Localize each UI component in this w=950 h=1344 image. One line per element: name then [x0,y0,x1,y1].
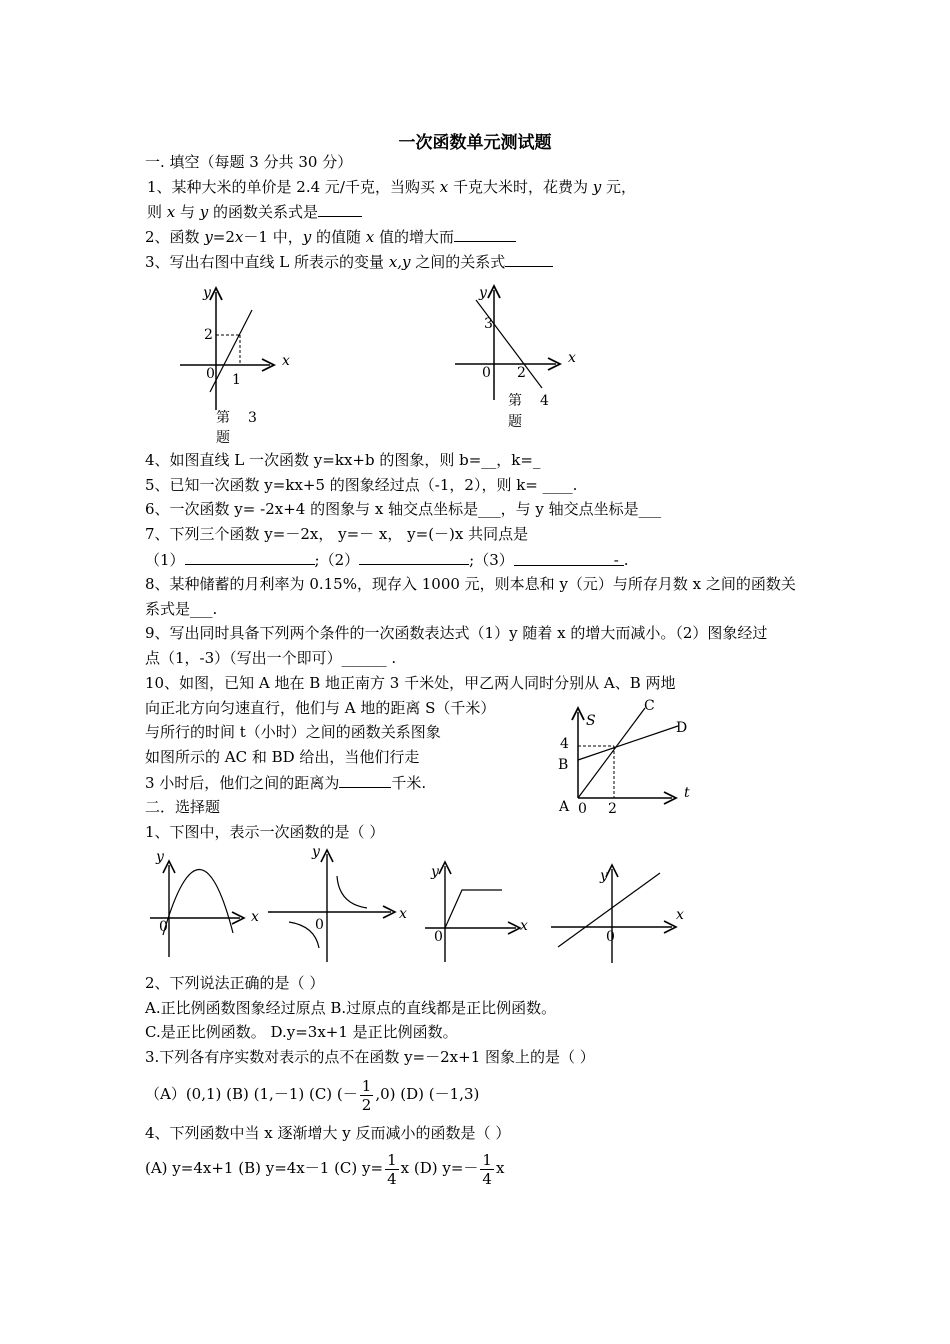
question-2: 2、函数 y=2x－1 中，y 的值随 x 值的增大而 [145,225,516,248]
answer-blank [318,200,362,217]
question-10-line-1: 10、如图，已知 A 地在 B 地正南方 3 千米处，甲乙两人同时分别从 A、B 两地 [145,674,676,692]
question-6: 6、一次函数 y= -2x+4 的图象与 x 轴交点坐标是___，与 y 轴交点坐标是___ [145,500,662,518]
y-axis-label: y [203,285,211,301]
question-10-line-2: 向正北方向匀速直行，他们与 A 地的距离 S（千米） [145,699,496,717]
origin-label: 0 [434,929,443,945]
choice-question-1: 1、下图中，表示一次函数的是（ ） [145,823,385,841]
question-1-line-1: 1、某种大米的单价是 2.4 元/千克，当购买 x 千克大米时，花费为 y 元， [147,178,637,196]
choice-figure-linear [548,855,698,970]
choice-4-options: (A) y=4x+1 (B) y=4x－1 (C) y= $\frac{1}{4}$ x (D) y=－ $\frac{1}{4}$ x [145,1150,505,1188]
figure-caption: 题 [216,430,230,446]
choice-question-4: 4、下列函数中当 x 逐渐增大 y 反而减小的函数是（ ） [145,1124,511,1142]
question-1-line-2: 则 x 与 y 的函数关系式是 [147,200,362,223]
y-axis-label: y [431,864,439,880]
tick-label: 2 [608,801,617,817]
section-1-heading: 一. 填空（每题 3 分共 30 分） [145,153,353,171]
y-axis-label: y [479,285,487,301]
question-5: 5、已知一次函数 y=kx+5 的图象经过点（-1，2），则 k= ____. [145,476,578,494]
answer-blank [185,548,315,565]
x-axis-label: x [251,909,259,925]
tick-label: 1 [232,372,241,388]
s-axis-label: S [586,713,596,729]
figure-caption: 题 [508,414,522,430]
tick-label: 2 [517,365,526,381]
choice-2-options-cd: C.是正比例函数。 D.y=3x+1 是正比例函数。 [145,1023,458,1041]
choice-figure-hyperbola [265,840,415,965]
question-10-line-5: 3 小时后，他们之间的距离为 千米. [145,771,426,794]
question-9-line-2: 点（1，-3）（写出一个即可）______ . [145,649,397,667]
choice-2-options-ab: A.正比例函数图象经过原点 B.过原点的直线都是正比例函数。 [145,999,557,1017]
x-axis-label: x [568,350,576,366]
figure-q4-graph [450,280,600,440]
line-label-c: C [644,698,655,714]
origin-label: 0 [606,929,615,945]
choice-question-3: 3.下列各有序实数对表示的点不在函数 y=－2x+1 图象上的是（ ） [145,1048,595,1066]
tick-label: 3 [484,316,493,332]
choice-question-2: 2、下列说法正确的是（ ） [145,974,325,992]
origin-label: 0 [315,917,324,933]
origin-label: 0 [159,919,168,935]
figure-caption: 3 [248,410,257,426]
tick-label: 4 [560,736,569,752]
answer-blank: - [514,549,624,566]
figure-q10-graph [550,690,710,820]
point-label-b: B [558,757,569,773]
fraction: $\frac{1}{4}$ [387,1150,397,1188]
answer-blank [359,548,469,565]
origin-label: 0 [206,366,215,382]
tick-label: 2 [204,327,213,343]
point-label-a: A [559,799,570,815]
page-title: 一次函数单元测试题 [398,133,552,153]
fraction: $\frac{1}{2}$ [361,1076,372,1114]
question-10-line-4: 如图所示的 AC 和 BD 给出，当他们行走 [145,748,420,766]
section-2-heading: 二．选择题 [145,798,221,816]
question-10-line-3: 与所行的时间 t（小时）之间的函数关系图象 [145,723,441,741]
x-axis-label: x [399,906,407,922]
figure-caption: 第 [216,410,230,426]
choice-figure-piecewise [420,850,540,970]
t-axis-label: t [684,785,690,801]
x-axis-label: x [676,907,684,923]
y-axis-label: y [156,849,164,865]
question-8-line-2: 系式是___. [145,600,218,618]
choice-figure-parabola [145,845,265,965]
figure-q3-graph [170,280,310,450]
line-label-d: D [676,720,688,736]
figure-caption: 4 [540,393,549,409]
question-7-line-1: 7、下列三个函数 y=－2x， y=－ x， y=(－)x 共同点是 [145,525,529,543]
answer-blank [339,771,391,788]
choice-3-options: （A）(0,1) (B) (1,－1) (C) (－ $\frac{1}{2}$ ,0) (D) (－1,3) [145,1076,480,1114]
origin-label: 0 [578,801,587,817]
x-axis-label: x [282,353,290,369]
figure-caption: 第 [508,393,522,409]
y-axis-label: y [600,868,608,884]
origin-label: 0 [482,365,491,381]
x-axis-label: x [520,918,528,934]
question-8-line-1: 8、某种储蓄的月利率为 0.15%，现存入 1000 元，则本息和 y（元）与所存月数 x 之间的函数关 [145,575,796,593]
fraction: $\frac{1}{4}$ [482,1150,492,1188]
answer-blank [505,250,553,267]
question-4: 4、如图直线 L 一次函数 y=kx+b 的图象，则 b=__，k=_ [145,451,541,469]
y-axis-label: y [312,844,320,860]
question-3: 3、写出右图中直线 L 所表示的变量 x,y 之间的关系式 [145,250,553,273]
question-7-line-2: （1） ;（2） ;（3） - . [145,548,629,571]
question-9-line-1: 9、写出同时具备下列两个条件的一次函数表达式（1）y 随着 x 的增大而减小。（2）图象经过 [145,624,768,642]
answer-blank [454,225,516,242]
